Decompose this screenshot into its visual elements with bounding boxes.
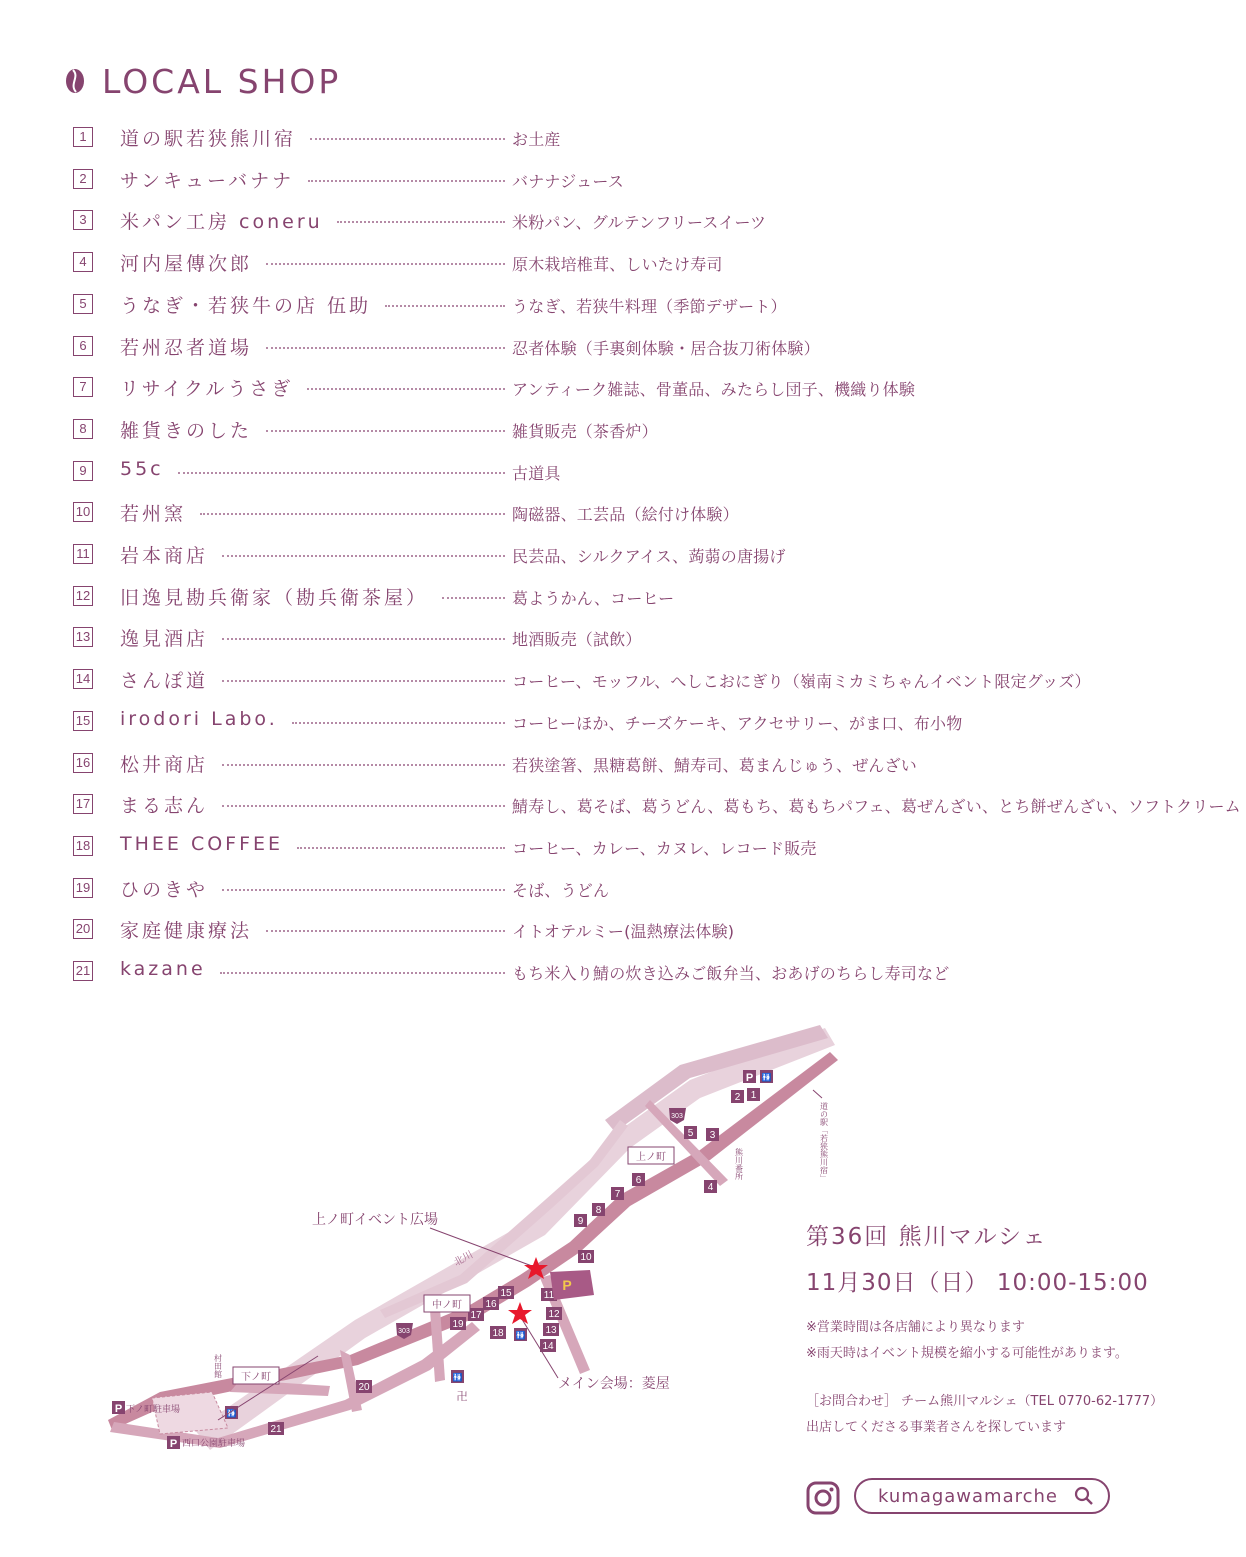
shop-name: 55c xyxy=(120,457,164,480)
shop-name: サンキューバナナ xyxy=(120,169,295,192)
shop-description: 葛ようかん、コーヒー xyxy=(512,588,675,608)
shop-number: 16 xyxy=(73,753,93,773)
shop-name: まる志ん xyxy=(120,795,209,818)
shop-number: 15 xyxy=(73,711,93,731)
shop-description: 古道具 xyxy=(512,463,561,483)
shop-number: 13 xyxy=(73,627,93,647)
label-murata-kan: 村田館 xyxy=(213,1354,223,1378)
label-shimonocho xyxy=(233,1367,279,1384)
leader-dots xyxy=(307,388,505,390)
svg-text:中ノ町: 中ノ町 xyxy=(432,1300,462,1311)
shop-row xyxy=(0,497,1246,531)
shop-row xyxy=(0,289,1246,323)
svg-text:21: 21 xyxy=(270,1424,282,1435)
shop-row xyxy=(0,122,1246,156)
heading-title: LOCAL SHOP xyxy=(102,61,342,101)
shop-description: もち米入り鯖の炊き込みご飯弁当、おあげのちらし寿司など xyxy=(512,964,950,983)
restroom-icon-main xyxy=(514,1328,527,1341)
shop-row xyxy=(0,831,1246,865)
svg-text:7: 7 xyxy=(614,1189,621,1200)
shop-row xyxy=(0,748,1246,782)
shop-row xyxy=(0,414,1246,448)
shop-number: 7 xyxy=(73,377,93,397)
leader-dots xyxy=(222,680,505,682)
shop-description: 鯖寿し、葛そば、葛うどん、葛もち、葛もちパフェ、葛ぜんざい、とち餅ぜんざい、ソフトクリーム xyxy=(512,797,1241,817)
parking-marker-shimonocho xyxy=(112,1401,125,1415)
shop-row xyxy=(0,164,1246,198)
svg-text:🚻: 🚻 xyxy=(452,1373,463,1382)
map-marker-4 xyxy=(704,1180,717,1193)
svg-text:3: 3 xyxy=(709,1130,716,1141)
map-marker-13 xyxy=(543,1323,559,1336)
svg-text:19: 19 xyxy=(452,1319,464,1330)
shop-name: 松井商店 xyxy=(120,753,209,776)
shop-description: 雑貨販売（茶香炉） xyxy=(512,421,658,441)
shop-row xyxy=(0,956,1246,990)
shop-row xyxy=(0,247,1246,281)
shop-number: 21 xyxy=(73,961,93,981)
svg-text:下ノ町: 下ノ町 xyxy=(241,1372,271,1383)
shop-name: さんぽ道 xyxy=(120,670,209,693)
instagram-handle: kumagawamarche xyxy=(878,1486,1058,1507)
map-marker-5 xyxy=(684,1126,697,1139)
leader-dots xyxy=(222,638,505,640)
parking-marker-nishiguchi xyxy=(167,1436,180,1450)
instagram-icon xyxy=(806,1481,840,1515)
shop-description: うなぎ、若狭牛料理（季節デザート） xyxy=(512,296,787,316)
svg-text:🚻: 🚻 xyxy=(761,1073,772,1082)
map-marker-19 xyxy=(450,1317,466,1330)
note-hours: ※営業時間は各店舗により異なります xyxy=(806,1320,1025,1335)
svg-text:303: 303 xyxy=(398,1328,410,1335)
shop-description: 民芸品、シルクアイス、蒟蒻の唐揚げ xyxy=(512,547,786,566)
shop-description: バナナジュース xyxy=(512,171,624,191)
svg-text:9: 9 xyxy=(577,1216,584,1227)
leader-dots xyxy=(292,722,505,724)
map-marker-18 xyxy=(490,1326,506,1339)
shop-name: 道の駅若狭熊川宿 xyxy=(120,128,297,150)
shop-row xyxy=(0,664,1246,698)
svg-text:🚻: 🚻 xyxy=(515,1331,526,1340)
shop-name: 家庭健康療法 xyxy=(120,920,253,943)
shop-row xyxy=(0,914,1246,948)
leader-dots xyxy=(178,472,505,474)
shop-row xyxy=(0,622,1246,656)
search-icon xyxy=(1074,1486,1094,1506)
leader-dots xyxy=(222,764,505,766)
svg-text:P: P xyxy=(114,1403,123,1415)
shop-name: 若州窯 xyxy=(120,503,187,526)
restroom-icon xyxy=(760,1070,773,1083)
shop-description: そば、うどん xyxy=(512,880,610,900)
shop-description: アンティーク雑誌、骨董品、みたらし団子、機織り体験 xyxy=(512,380,916,400)
map-marker-6 xyxy=(632,1173,645,1186)
event-info xyxy=(806,1218,1226,1442)
leader-dots xyxy=(266,347,505,349)
shop-number: 5 xyxy=(73,294,93,314)
svg-text:P: P xyxy=(169,1438,178,1450)
shop-description: コーヒー、モッフル、へしこおにぎり（嶺南ミカミちゃんイベント限定グッズ） xyxy=(512,672,1091,692)
svg-text:17: 17 xyxy=(470,1310,482,1321)
svg-text:18: 18 xyxy=(492,1328,504,1339)
shop-number: 1 xyxy=(73,127,93,147)
shop-number: 18 xyxy=(73,836,93,856)
shop-number: 6 xyxy=(73,336,93,356)
label-parking-nishiguchi: 西口公園駐車場 xyxy=(182,1439,246,1449)
shop-row xyxy=(0,331,1246,365)
shop-number: 14 xyxy=(73,669,93,689)
shop-name: irodori Labo. xyxy=(120,707,278,730)
svg-text:13: 13 xyxy=(545,1325,557,1336)
map-marker-21 xyxy=(268,1422,284,1435)
svg-text:11: 11 xyxy=(543,1290,555,1301)
svg-text:2: 2 xyxy=(734,1092,741,1103)
shop-name: ひのきや xyxy=(120,878,209,901)
svg-text:上ノ町: 上ノ町 xyxy=(636,1152,666,1163)
shop-number: 8 xyxy=(73,419,93,439)
leader-dots xyxy=(266,430,505,432)
svg-text:5: 5 xyxy=(687,1128,694,1139)
label-nakanocho xyxy=(424,1295,470,1312)
temple-icon: 卍 xyxy=(456,1390,468,1403)
svg-text:6: 6 xyxy=(635,1175,642,1186)
label-kitagawa: 北川 xyxy=(452,1249,476,1269)
map-marker-15 xyxy=(498,1286,514,1299)
svg-text:303: 303 xyxy=(671,1113,683,1120)
shop-number: 17 xyxy=(73,794,93,814)
shop-name: 若州忍者道場 xyxy=(120,336,253,359)
shop-name: 米パン工房 coneru xyxy=(120,211,323,234)
shop-number: 9 xyxy=(73,461,93,481)
svg-text:P: P xyxy=(745,1072,754,1084)
shop-description: 若狭塗箸、黒糖葛餅、鯖寿司、葛まんじゅう、ぜんざい xyxy=(512,755,918,775)
svg-text:16: 16 xyxy=(485,1299,497,1310)
map-marker-14 xyxy=(540,1339,556,1352)
shop-description: 米粉パン、グルテンフリースイーツ xyxy=(512,213,767,233)
map-marker-16 xyxy=(483,1297,499,1310)
map-marker-2 xyxy=(731,1090,744,1103)
svg-text:12: 12 xyxy=(548,1309,560,1320)
note-rain: ※雨天時はイベント規模を縮小する可能性があります。 xyxy=(806,1346,1128,1361)
leader-dots xyxy=(308,180,505,182)
svg-text:14: 14 xyxy=(542,1341,554,1352)
shop-description: コーヒーほか、チーズケーキ、アクセサリー、がま口、布小物 xyxy=(512,713,963,733)
leader-dots xyxy=(220,972,505,974)
area-map xyxy=(100,1020,860,1470)
shop-number: 4 xyxy=(73,252,93,272)
svg-text:8: 8 xyxy=(595,1205,602,1216)
shop-description: 忍者体験（手裏剣体験・居合抜刀術体験） xyxy=(512,338,820,358)
shop-row xyxy=(0,873,1246,907)
leader-dots xyxy=(222,889,505,891)
event-title: 第36回 熊川マルシェ xyxy=(806,1224,1048,1250)
shop-number: 3 xyxy=(73,210,93,230)
shop-row xyxy=(0,581,1246,615)
shop-name: kazane xyxy=(120,958,206,980)
label-parking-shimonocho: 下ノ町駐車場 xyxy=(126,1405,181,1415)
map-marker-7 xyxy=(611,1187,624,1200)
shop-name: 雑貨きのした xyxy=(120,419,253,442)
route-303-badge xyxy=(669,1108,686,1124)
recruit-notice: 出店してくださる事業者さんを探しています xyxy=(806,1420,1067,1435)
shop-description: コーヒー、カレー、カヌレ、レコード販売 xyxy=(512,838,817,858)
map-marker-1 xyxy=(747,1088,760,1101)
leader-dots xyxy=(200,513,505,515)
shop-description: お土産 xyxy=(512,130,561,149)
shop-number: 11 xyxy=(73,544,93,564)
shop-name: 岩本商店 xyxy=(120,545,209,567)
leader-dots xyxy=(266,263,505,265)
shop-name: 旧逸見勘兵衛家（勘兵衛茶屋） xyxy=(120,586,429,609)
map-marker-8 xyxy=(592,1203,605,1216)
label-main-venue: メイン会場：菱屋 xyxy=(558,1376,670,1392)
map-marker-12 xyxy=(546,1307,562,1320)
map-marker-20 xyxy=(356,1380,372,1393)
leader-dots xyxy=(337,221,505,223)
svg-text:🚻: 🚻 xyxy=(226,1409,237,1418)
map-marker-3 xyxy=(706,1128,719,1141)
shop-number: 19 xyxy=(73,878,93,898)
svg-text:1: 1 xyxy=(750,1090,757,1101)
label-kaminocho xyxy=(628,1147,674,1164)
instagram-search-box[interactable] xyxy=(854,1478,1110,1514)
shop-name: 河内屋傳次郎 xyxy=(120,253,253,276)
shop-description: イトオテルミー(温熱療法体験) xyxy=(512,922,735,942)
leader-dots xyxy=(442,597,505,599)
svg-text:10: 10 xyxy=(580,1252,592,1263)
shop-row xyxy=(0,456,1246,490)
leader-dots xyxy=(222,805,505,807)
restroom-icon-west xyxy=(451,1370,464,1383)
leader-dots xyxy=(297,847,505,849)
leader-dots xyxy=(310,138,505,140)
shop-row xyxy=(0,205,1246,239)
shop-row xyxy=(0,372,1246,406)
shop-description: 地酒販売（試飲） xyxy=(512,630,642,650)
shop-row xyxy=(0,789,1246,823)
shop-name: 逸見酒店 xyxy=(120,628,209,651)
contact-info: ［お問合わせ］ チーム熊川マルシェ（TEL 0770-62-1777） xyxy=(806,1394,1164,1409)
shop-description: 原木栽培椎茸、しいたけ寿司 xyxy=(512,255,723,275)
label-event-plaza: 上ノ町イベント広場 xyxy=(312,1212,438,1228)
svg-text:4: 4 xyxy=(707,1182,714,1193)
shop-number: 12 xyxy=(73,586,93,606)
leader-dots xyxy=(266,930,505,932)
label-kumagawa-bansho: 熊川番所 xyxy=(734,1148,744,1180)
parking-marker-main xyxy=(550,1270,594,1300)
shop-row xyxy=(0,706,1246,740)
shop-number: 2 xyxy=(73,169,93,189)
shop-number: 20 xyxy=(73,919,93,939)
map-marker-9 xyxy=(574,1214,587,1227)
main-venue-star-icon xyxy=(508,1302,532,1324)
instagram-link[interactable] xyxy=(806,1478,1116,1518)
svg-text:15: 15 xyxy=(500,1288,512,1299)
parking-marker xyxy=(743,1070,756,1084)
shop-row xyxy=(0,539,1246,573)
leader-dots xyxy=(222,555,505,557)
label-michinoeki: 道の駅「若狭熊川宿」 xyxy=(819,1102,829,1182)
svg-text:P: P xyxy=(562,1277,572,1293)
shop-name: THEE COFFEE xyxy=(120,832,284,855)
leader-dots xyxy=(385,305,505,307)
shop-number: 10 xyxy=(73,502,93,522)
shop-description: 陶磁器、工芸品（絵付け体験） xyxy=(512,505,739,525)
shop-name: うなぎ・若狭牛の店 伍助 xyxy=(120,294,372,317)
map-marker-10 xyxy=(578,1250,594,1263)
event-date: 11月30日（日） 10:00-15:00 xyxy=(806,1270,1149,1296)
shop-name: リサイクルうさぎ xyxy=(120,378,294,401)
svg-text:20: 20 xyxy=(358,1382,370,1393)
